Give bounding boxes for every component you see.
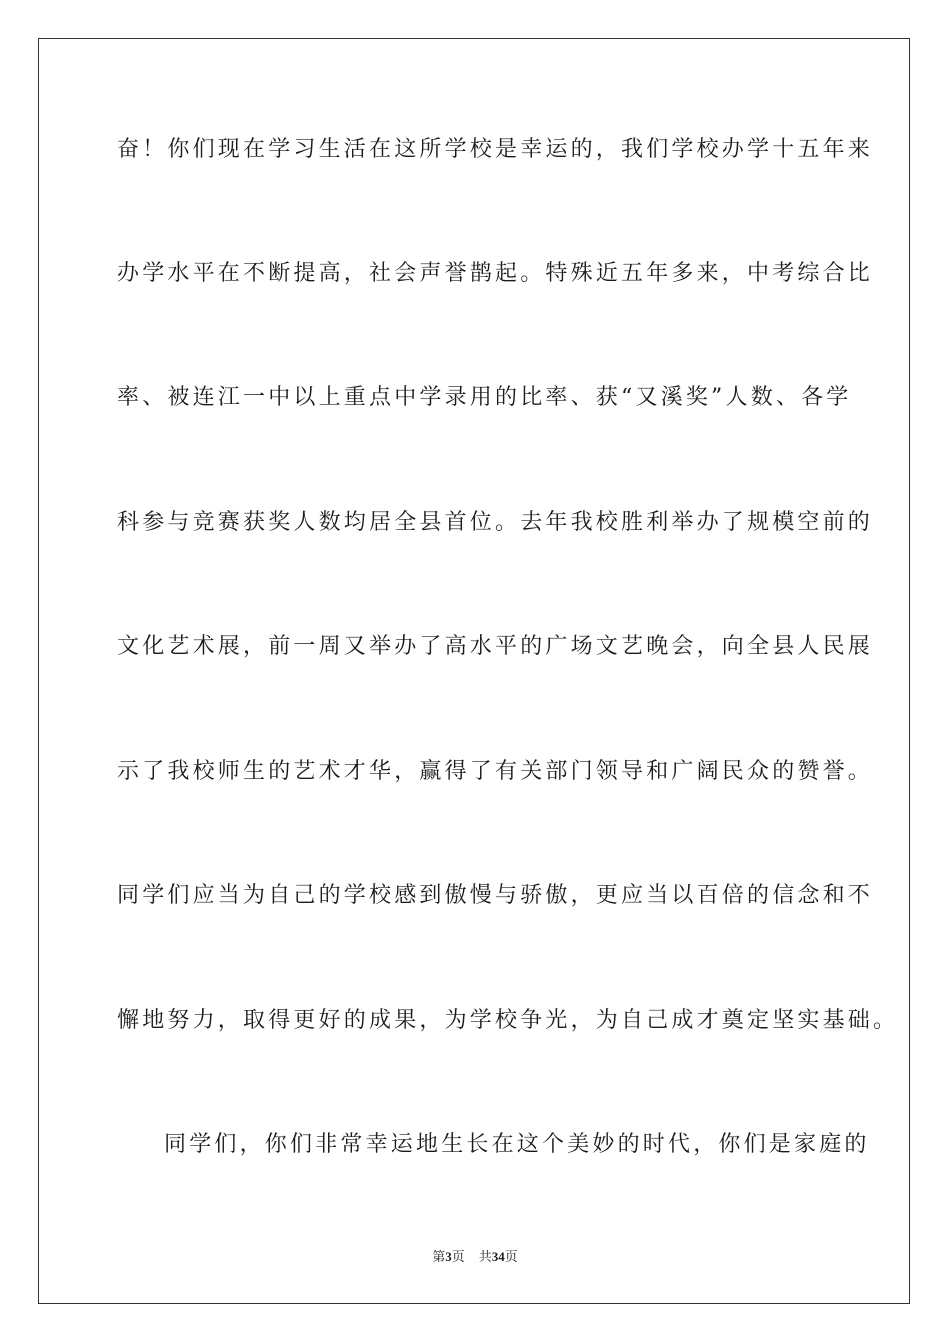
total-label-prefix: 共: [478, 1249, 492, 1264]
body-text-line: 科参与竞赛获奖人数均居全县首位。去年我校胜利举办了规模空前的: [117, 510, 874, 535]
page-number: 3: [445, 1249, 452, 1264]
body-text-line: 同学们应当为自己的学校感到傲慢与骄傲，更应当以百倍的信念和不: [117, 883, 874, 908]
total-label-suffix: 页: [504, 1249, 518, 1264]
body-text-line: 奋！你们现在学习生活在这所学校是幸运的，我们学校办学十五年来: [117, 137, 874, 162]
body-text-line: 率、被连江一中以上重点中学录用的比率、获“又溪奖”人数、各学: [117, 385, 852, 410]
body-text-line: 懈地努力，取得更好的成果，为学校争光，为自己成才奠定坚实基础。: [117, 1008, 899, 1033]
body-text-line: 示了我校师生的艺术才华，赢得了有关部门领导和广阔民众的赞誉。: [117, 759, 874, 784]
page-label-prefix: 第: [432, 1249, 446, 1264]
body-text-line: 文化艺术展，前一周又举办了高水平的广场文艺晚会，向全县人民展: [117, 634, 874, 659]
total-pages: 34: [491, 1249, 505, 1264]
page-label-suffix: 页: [451, 1249, 465, 1264]
page-footer: [0, 1249, 950, 1265]
page-border: [38, 38, 910, 1304]
body-text-line: 办学水平在不断提高，社会声誉鹊起。特殊近五年多来，中考综合比: [117, 261, 874, 286]
paragraph-first-line: 同学们，你们非常幸运地生长在这个美妙的时代，你们是家庭的: [164, 1132, 870, 1157]
